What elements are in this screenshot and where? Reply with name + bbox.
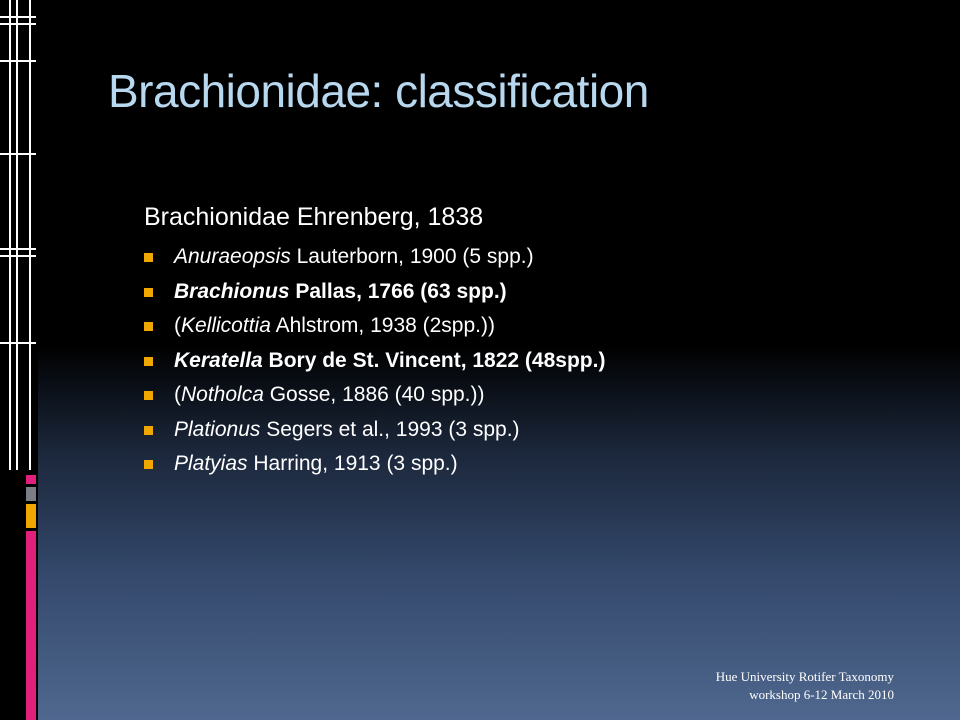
genus-name: Notholca: [181, 383, 264, 406]
list-item: [144, 240, 924, 275]
list-item: [144, 344, 924, 379]
genus-name: Keratella: [174, 348, 263, 372]
grid-decoration: [0, 0, 38, 720]
list-item: (Notholca Gosse, 1886 (40 spp.)): [144, 378, 924, 413]
list-item: [144, 447, 924, 482]
genus-list: [144, 240, 924, 482]
family-heading: Brachionidae Ehrenberg, 1838: [144, 203, 484, 231]
genus-name: Anuraeopsis: [174, 245, 291, 268]
authority-text: Segers et al., 1993 (3 spp.): [260, 417, 520, 441]
square-bullet-icon: [144, 253, 153, 262]
square-bullet-icon: [144, 391, 153, 400]
genus-name: Kellicottia: [181, 314, 271, 337]
authority-text: Harring, 1913 (3 spp.): [247, 452, 458, 475]
square-bullet-icon: [144, 460, 153, 469]
footer-line-2: workshop 6-12 March 2010: [749, 687, 894, 702]
slide-content: [144, 200, 924, 482]
list-item: [144, 413, 924, 448]
square-bullet-icon: [144, 288, 153, 297]
authority-text: Bory de St. Vincent, 1822 (48spp.): [262, 348, 606, 372]
genus-name: Brachionus: [174, 279, 290, 303]
authority-text: Pallas, 1766 (63 spp.): [289, 279, 507, 303]
square-bullet-icon: [144, 322, 153, 331]
footer-line-1: Hue University Rotifer Taxonomy: [715, 669, 894, 684]
list-item: (Kellicottia Ahlstrom, 1938 (2spp.)): [144, 309, 924, 344]
square-bullet-icon: [144, 357, 153, 366]
list-item: [144, 275, 924, 310]
genus-name: Plationus: [174, 417, 261, 441]
slide-footer: [716, 668, 894, 704]
authority-text: Lauterborn, 1900 (5 spp.): [290, 245, 534, 268]
authority-text: Ahlstrom, 1938 (2spp.)): [270, 314, 495, 337]
genus-name: Platyias: [174, 452, 248, 475]
left-decoration: [0, 0, 38, 720]
slide-title: Brachionidae: classification: [108, 65, 649, 117]
square-bullet-icon: [144, 426, 153, 435]
authority-text: Gosse, 1886 (40 spp.)): [263, 383, 485, 406]
